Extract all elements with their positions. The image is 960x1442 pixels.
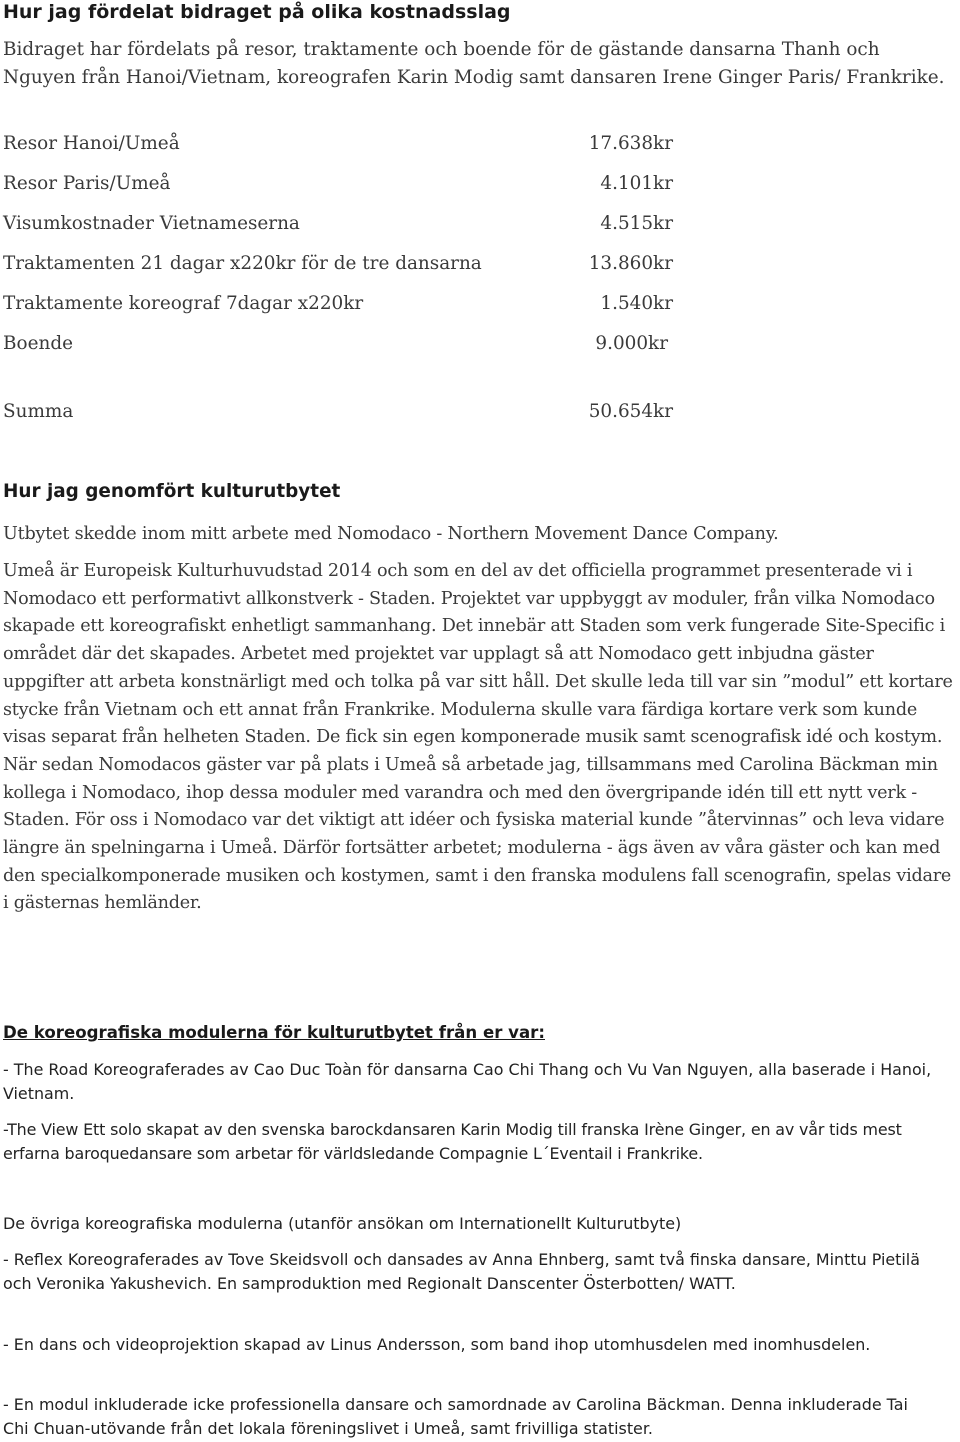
budget-row-label: Traktamenten 21 dagar x220kr för de tre dansarna <box>3 253 482 274</box>
budget-row-amount: 17.638kr <box>588 133 673 154</box>
budget-intro: Bidraget har fördelats på resor, traktamente och boende för de gästande dansarna Thanh och Nguyen från Hanoi/Vietnam, koreografen Karin Modig samt dansaren Irene Ginger Paris/ Frankrike. <box>3 39 945 88</box>
other-modules-heading: De övriga koreografiska modulerna (utanför ansökan om Internationellt Kulturutbyte) <box>3 1214 682 1233</box>
other-module-tai-chi: - En modul inkluderade icke professionella dansare och samordnade av Carolina Bäckman. Denna inkluderade Tai Chi Chuan-utövande från det lokala föreningslivet i Umeå, samt frivilliga statister. <box>3 1395 908 1438</box>
budget-row-amount: 9.000kr <box>595 333 668 354</box>
budget-row-amount: 4.515kr <box>600 213 673 234</box>
budget-row-amount: 4.101kr <box>600 173 673 194</box>
exchange-body: Umeå är Europeisk Kulturhuvudstad 2014 och som en del av det officiella programmet presenterade vi i Nomodaco ett performativt allkonstverk - Staden. Projektet var uppbyggt av moduler, från vilka Nomodaco skapade ett koreografiskt enhetligt sammanhang. Det innebär att Staden som verk fungerade Site-Specific i området där det skapades. Arbetet med projektet var upplagt så att Nomodaco gett inbjudna gäster uppgifter att arbeta konstnärligt med och tolka på var sitt håll. Det skulle leda till var sin ”modul” ett kortare stycke från Vietnam och ett annat från Frankrike. Modulerna skulle vara färdiga kortare verk som kunde visas separat från helheten Staden. De fick sin egen komponerade musik samt scenografisk idé och kostym. När sedan Nomodacos gäster var på plats i Umeå så arbetade jag, tillsammans med Carolina Bäckman min kollega i Nomodaco, ihop dessa moduler med varandra och med den övergripande idén till ett nytt verk - Staden. För oss i Nomodaco var det viktigt att idéer och fysiska material kunde ”återvinnas” och leva vidare längre än spelningarna i Umeå. Därför fortsätter arbetet; modulerna - ägs även av våra gäster och kan med den specialkomponerade musiken och kostymen, samt i den franska modulens fall scenografin, spelas vidare i gästernas hemländer. <box>3 561 953 914</box>
budget-row-amount: 13.860kr <box>588 253 673 274</box>
budget-row-label: Traktamente koreograf 7dagar x220kr <box>3 293 364 314</box>
budget-total-label: Summa <box>3 401 74 422</box>
module-item-the-road: - The Road Koreograferades av Cao Duc Toàn för dansarna Cao Chi Thang och Vu Van Nguyen, alla baserade i Hanoi, Vietnam. <box>3 1060 932 1103</box>
module-item-the-view: -The View Ett solo skapat av den svenska barockdansaren Karin Modig till franska Irène Ginger, en av vår tids mest erfarna baroquedansare som arbetar för världsledande Compagnie L´Eventail i Frankrike. <box>3 1120 902 1163</box>
exchange-intro: Utbytet skedde inom mitt arbete med Nomodaco - Northern Movement Dance Company. <box>3 524 779 544</box>
exchange-heading: Hur jag genomfört kulturutbytet <box>3 481 341 502</box>
budget-total-amount: 50.654kr <box>588 401 673 422</box>
budget-row-label: Resor Hanoi/Umeå <box>3 133 180 154</box>
other-module-video: - En dans och videoprojektion skapad av Linus Andersson, som band ihop utomhusdelen med inomhusdelen. <box>3 1335 871 1354</box>
modules-heading: De koreografiska modulerna för kulturutbytet från er var: <box>3 1023 545 1042</box>
budget-row-label: Visumkostnader Vietnameserna <box>3 213 300 234</box>
budget-row-label: Boende <box>3 333 73 354</box>
budget-heading: Hur jag fördelat bidraget på olika kostnadsslag <box>3 1 511 23</box>
budget-row-amount: 1.540kr <box>600 293 673 314</box>
other-module-reflex: - Reflex Koreograferades av Tove Skeidsvoll och dansades av Anna Ehnberg, samt två finska dansare, Minttu Pietilä och Veronika Yakushevich. En samproduktion med Regionalt Danscenter Österbotten/ WATT. <box>3 1250 920 1293</box>
budget-row-label: Resor Paris/Umeå <box>3 173 171 194</box>
